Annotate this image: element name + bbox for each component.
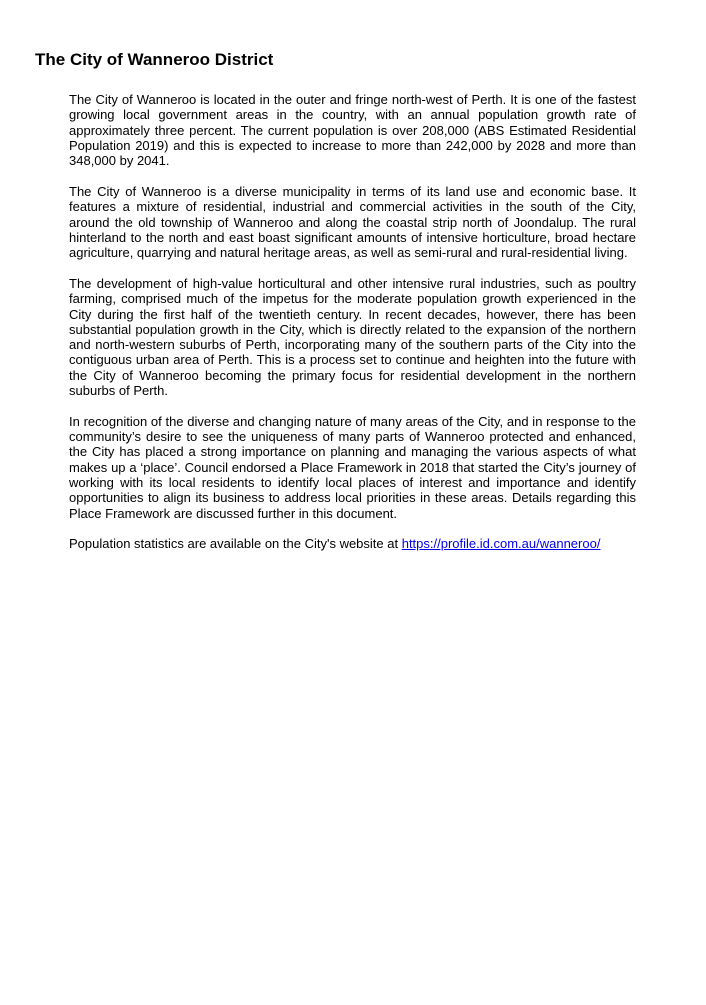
profile-website-link[interactable]: https://profile.id.com.au/wanneroo/ [401, 536, 601, 552]
paragraph-development-history: The development of high-value horticultural and other intensive rural industries, such as poultry farming, comprised much of the impetus for the moderate population growth experienced in the City during the first half of the twentieth century. In recent decades, however, there has been substantial population growth in the City, which is directly related to the expansion of the northern and north-western suburbs of Perth, incorporating many of the southern parts of the City into the contiguous urban area of Perth. This is a process set to continue and heighten into the future with the City of Wanneroo becoming the primary focus for residential development in the northern suburbs of Perth. [69, 275, 636, 399]
paragraph-place-framework: In recognition of the diverse and changing nature of many areas of the City, and in response to the community’s desire to see the uniqueness of many parts of Wanneroo protected and enhanced, the City has placed a strong importance on planning and managing the various aspects of what makes up a ‘place’. Council endorsed a Place Framework in 2018 that started the City’s journey of working with its local residents to identify local places of interest and importance and identify opportunities to align its business to address local priorities in these areas. Details regarding this Place Framework are discussed further in this document. [69, 413, 636, 521]
page-title: The City of Wanneroo District [35, 50, 274, 69]
statistics-note-text: Population statistics are available on the City's website at [69, 536, 402, 552]
body-text [69, 92, 636, 567]
paragraph-population-statistics [69, 536, 636, 551]
paragraph-land-use: The City of Wanneroo is a diverse municipality in terms of its land use and economic base. It features a mixture of residential, industrial and commercial activities in the south of the City, around the old township of Wanneroo and along the coastal strip north of Joondalup. The rural hinterland to the north and east boast significant amounts of intensive horticulture, broad hectare agriculture, quarrying and natural heritage areas, as well as semi-rural and rural-residential living. [69, 183, 636, 261]
paragraph-location: The City of Wanneroo is located in the outer and fringe north-west of Perth. It is one of the fastest growing local government areas in the country, with an annual population growth rate of approximately three percent. The current population is over 208,000 (ABS Estimated Residential Population 2019) and this is expected to increase to more than 242,000 by 2028 and more than 348,000 by 2041. [69, 92, 636, 169]
